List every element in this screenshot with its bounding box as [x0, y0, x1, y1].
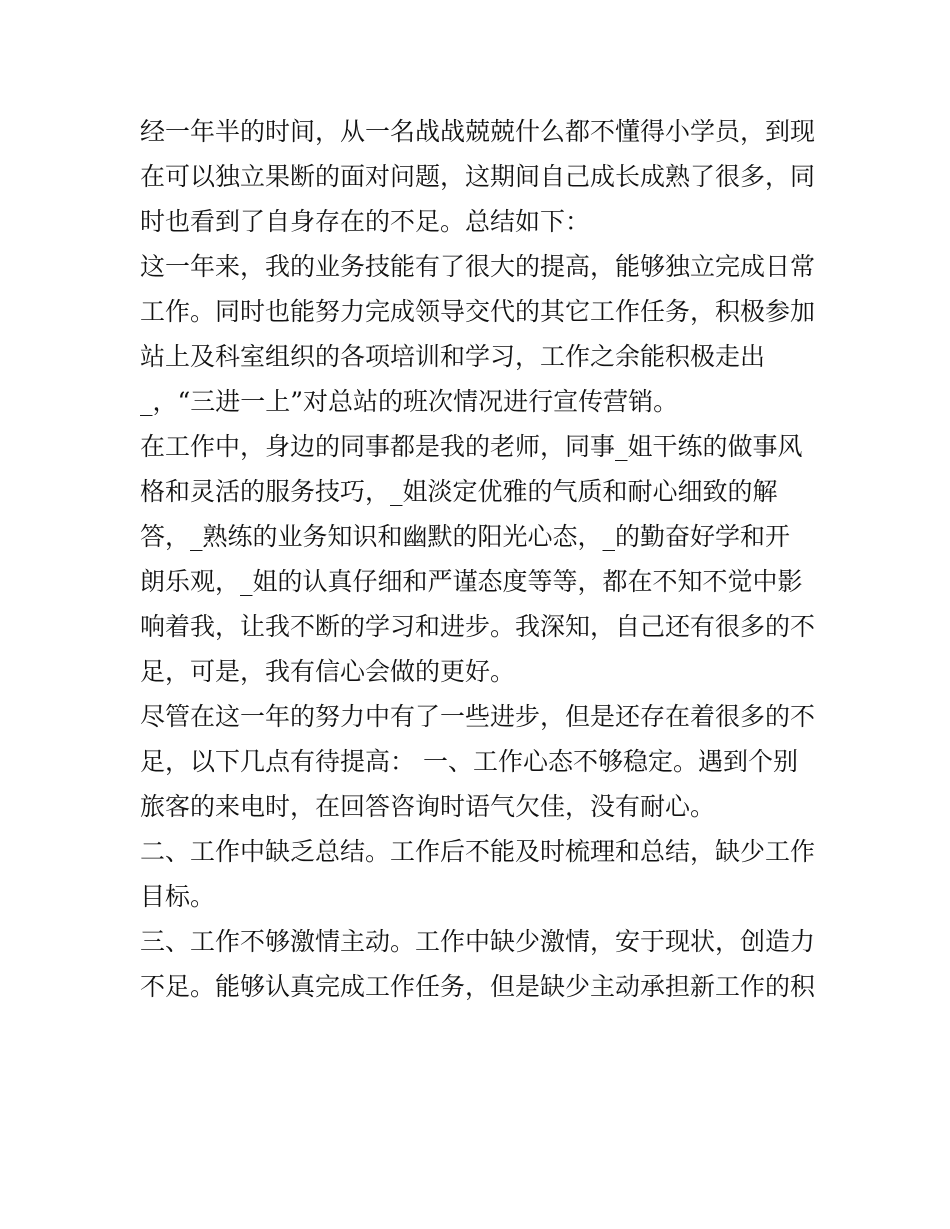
text-line: 二、工作中缺乏总结。工作后不能及时梳理和总结，缺少工作 — [140, 837, 816, 866]
text-line: 三、工作不够激情主动。工作中缺少激情，安于现状，创造力 — [140, 927, 816, 956]
text-line: 答，_熟练的业务知识和幽默的阳光心态，_的勤奋好学和开 — [140, 522, 791, 551]
text-line: 这一年来，我的业务技能有了很大的提高，能够独立完成日常 — [140, 252, 816, 281]
text-line: 足，以下几点有待提高： 一、工作心态不够稳定。遇到个别 — [140, 747, 798, 776]
text-line: 在可以独立果断的面对问题，这期间自己成长成熟了很多，同 — [140, 162, 816, 191]
text-line: 足，可是，我有信心会做的更好。 — [140, 657, 516, 686]
text-line: 时也看到了自身存在的不足。总结如下： — [140, 207, 591, 236]
text-line: 朗乐观，_姐的认真仔细和严谨态度等等，都在不知不觉中影 — [140, 567, 803, 596]
document-body — [140, 109, 820, 1009]
text-line: 尽管在这一年的努力中有了一些进步，但是还存在着很多的不 — [140, 702, 816, 731]
text-line: 站上及科室组织的各项培训和学习，工作之余能积极走出 — [140, 342, 766, 371]
text-line: 不足。能够认真完成工作任务，但是缺少主动承担新工作的积 — [140, 972, 816, 1001]
text-line: 目标。 — [140, 882, 216, 911]
text-line: 格和灵活的服务技巧，_姐淡定优雅的气质和耐心细致的解 — [140, 477, 778, 506]
text-line: _，“三进一上”对总站的班次情况进行宣传营销。 — [140, 387, 679, 416]
text-line: 在工作中，身边的同事都是我的老师，同事_姐干练的做事风 — [140, 432, 803, 461]
text-line: 响着我，让我不断的学习和进步。我深知，自己还有很多的不 — [140, 612, 816, 641]
text-line: 经一年半的时间，从一名战战兢兢什么都不懂得小学员，到现 — [140, 117, 816, 146]
text-line: 旅客的来电时，在回答咨询时语气欠佳，没有耐心。 — [140, 792, 716, 821]
text-line: 工作。同时也能努力完成领导交代的其它工作任务，积极参加 — [140, 297, 816, 326]
